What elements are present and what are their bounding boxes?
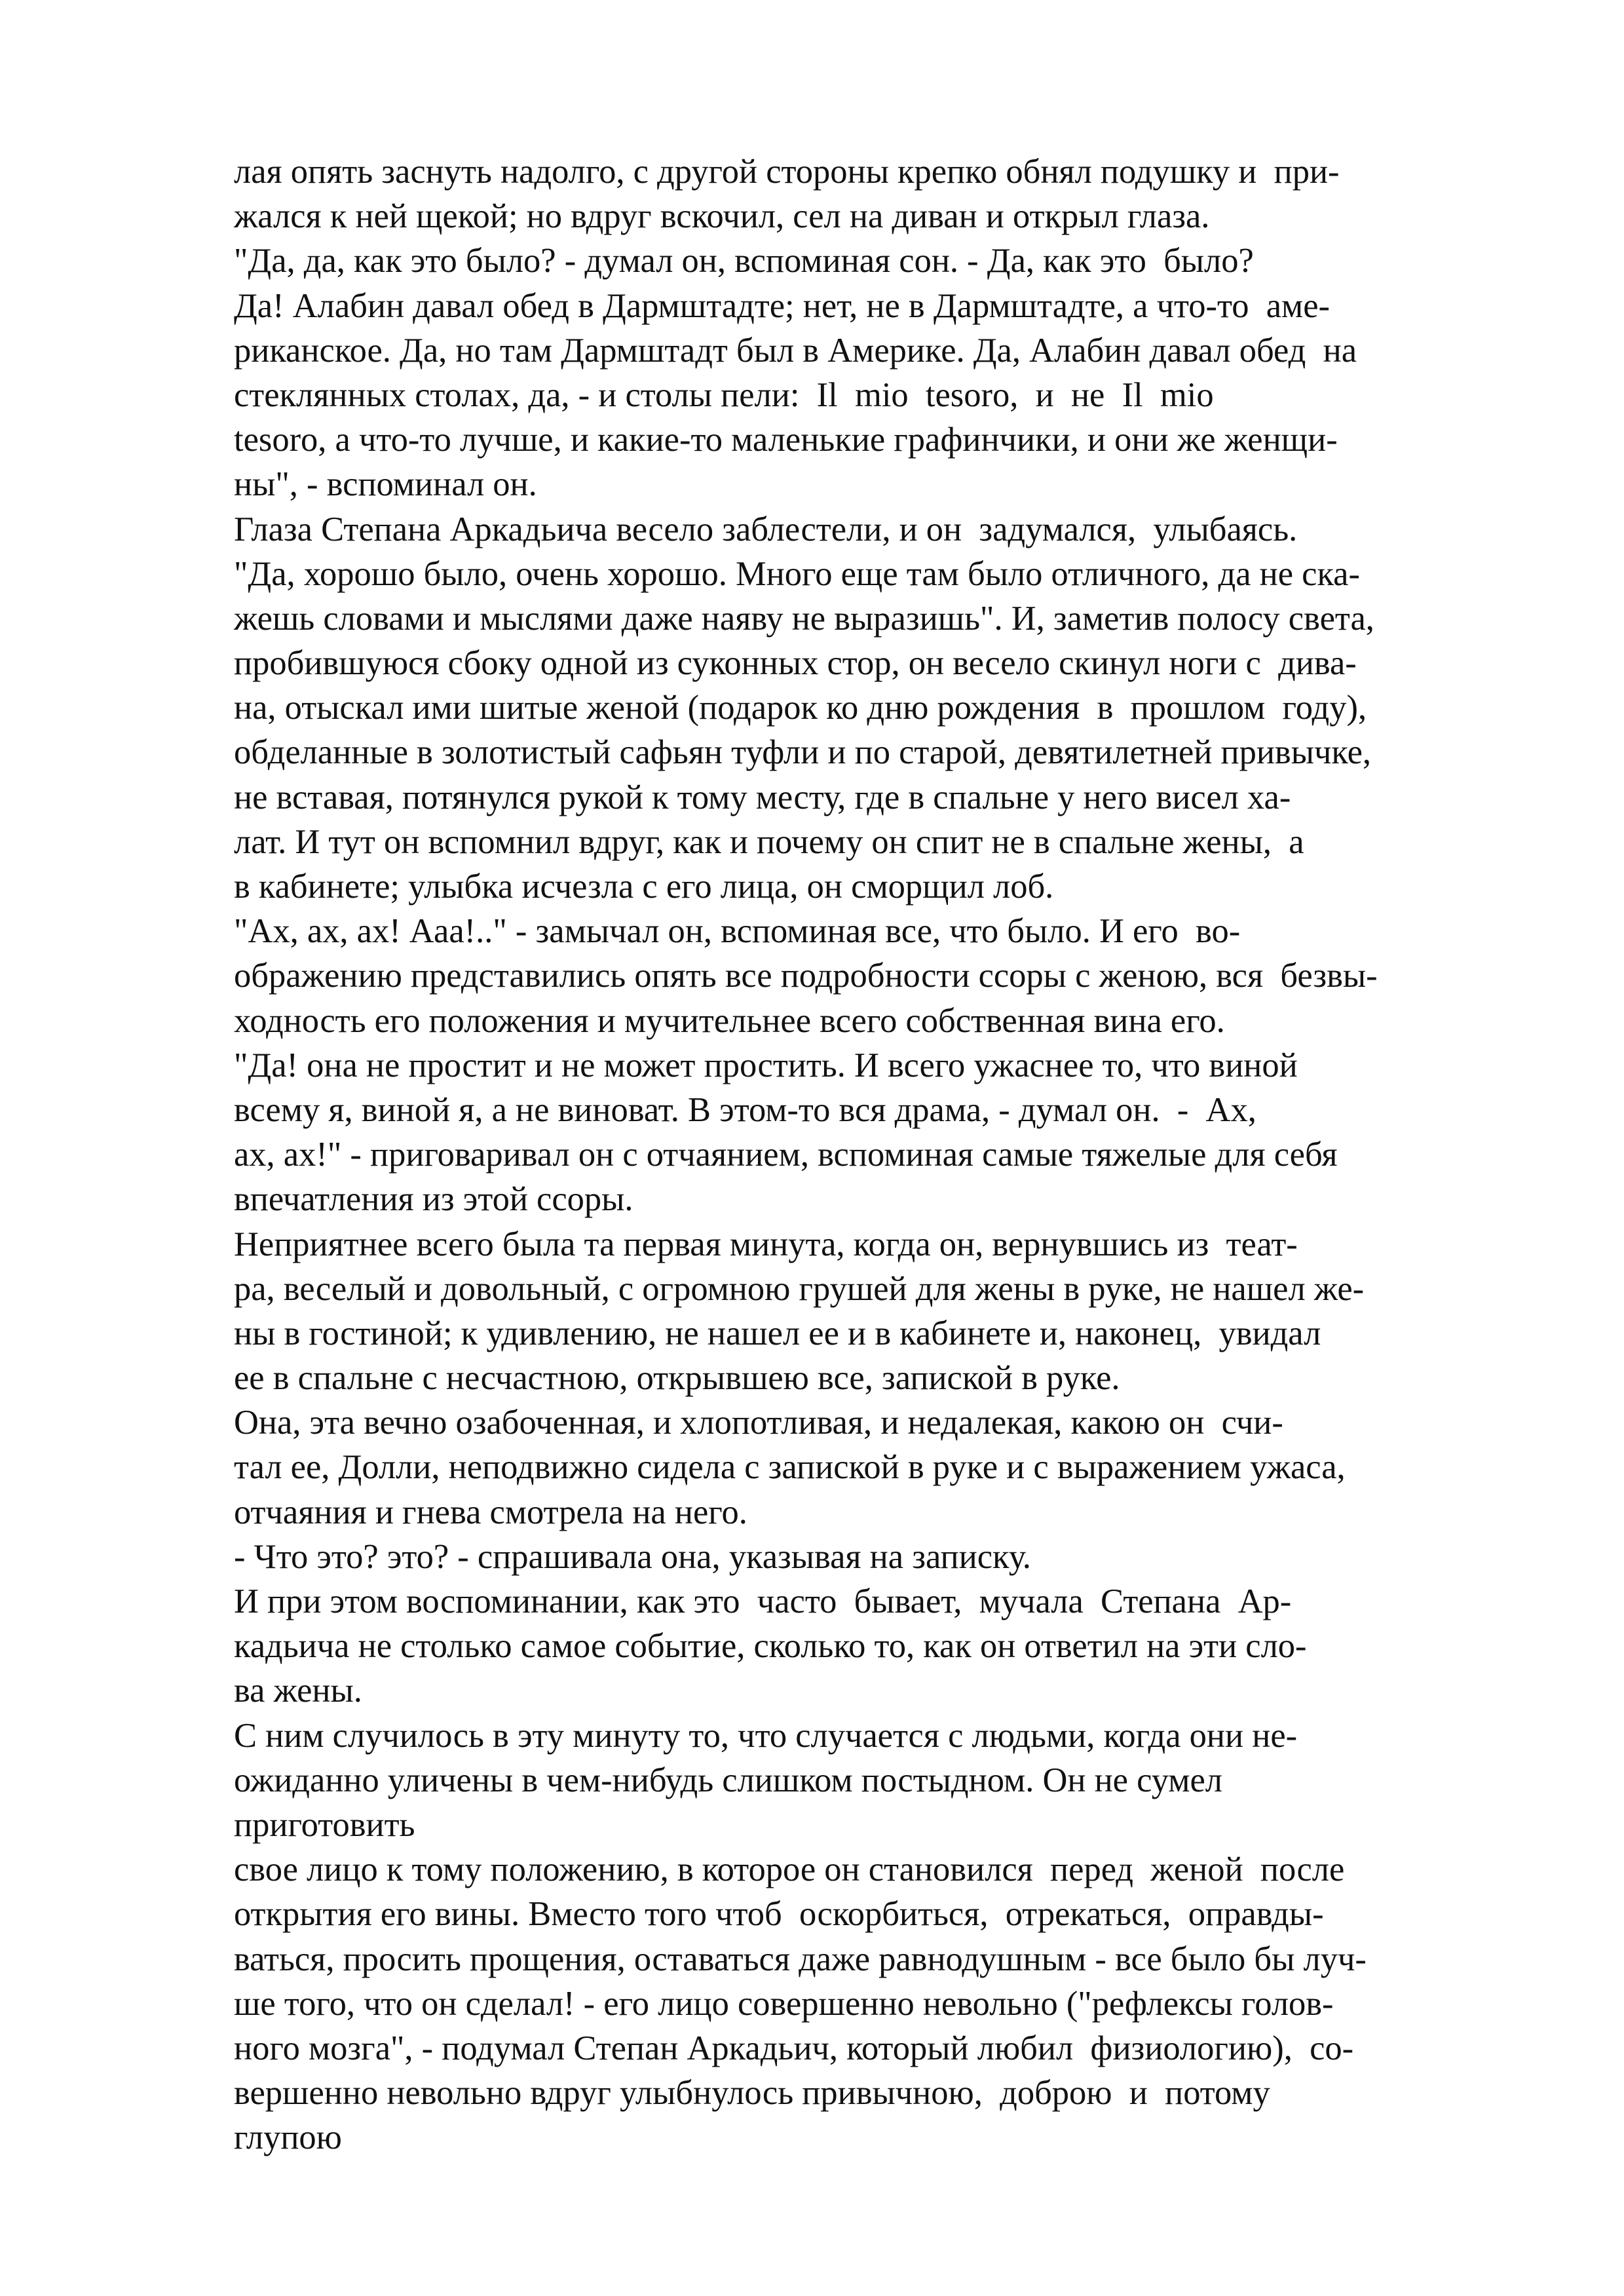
text-line: ного мозга", - подумал Степан Аркадьич, который любил физиологию), со- [234, 2029, 1354, 2067]
text-line: лая опять заснуть надолго, с другой стороны крепко обнял подушку и при- [234, 153, 1340, 191]
text-line: жался к ней щекой; но вдруг вскочил, сел на диван и открыл глаза. [234, 197, 1210, 236]
body-text [234, 149, 1518, 2160]
text-line: ображению представились опять все подробности ссоры с женою, вся безвы- [234, 957, 1378, 995]
text-line: не вставая, потянулся рукой к тому месту, где в спальне у него висел ха- [234, 778, 1291, 816]
text-line: "Да, хорошо было, очень хорошо. Много еще там было отличного, да не ска- [234, 554, 1360, 593]
text-line: на, отыскал ими шитые женой (подарок ко дню рождения в прошлом году), [234, 689, 1367, 727]
text-line: ва жены. [234, 1672, 362, 1710]
text-line: лат. И тут он вспомнил вдруг, как и почему он спит не в спальне жены, а [234, 822, 1304, 861]
text-line: И при этом воспоминании, как это часто бывает, мучала Степана Ар- [234, 1582, 1292, 1620]
text-line: ра, веселый и довольный, с огромною грушей для жены в руке, не нашел же- [234, 1269, 1365, 1308]
text-line: риканское. Да, но там Дармштадт был в Америке. Да, Алабин давал обед на [234, 331, 1357, 370]
text-line: ходность его положения и мучительнее всего собственная вина его. [234, 1001, 1225, 1040]
text-line: обделанные в золотистый сафьян туфли и по старой, девятилетней привычке, [234, 733, 1372, 772]
text-line: отчаяния и гнева смотрела на него. [234, 1493, 747, 1531]
text-line: глупою [234, 2118, 342, 2157]
text-line: впечатления из этой ссоры. [234, 1180, 633, 1219]
text-line: Да! Алабин давал обед в Дармштадте; нет, не в Дармштадте, а что-то аме- [234, 286, 1331, 325]
text-line: ожиданно уличены в чем-нибудь слишком постыдном. Он не сумел [234, 1761, 1222, 1799]
text-line: ны", - вспоминал он. [234, 465, 537, 504]
text-line: ваться, просить прощения, оставаться даже равнодушным - все было бы луч- [234, 1940, 1367, 1978]
text-line: Она, эта вечно озабоченная, и хлопотливая, и недалекая, какою он счи- [234, 1404, 1283, 1442]
text-line: свое лицо к тому положению, в которое он становился перед женой после [234, 1850, 1345, 1889]
text-line: стеклянных столах, да, - и столы пели: Il mio tesoro, и не Il mio [234, 375, 1214, 414]
text-line: "Ах, ах, ах! Ааа!.." - замычал он, вспоминая все, что было. И его во- [234, 912, 1241, 951]
text-line: открытия его вины. Вместо того чтоб оскорбиться, отрекаться, оправды- [234, 1895, 1324, 1934]
text-line: кадьича не столько самое событие, сколько то, как он ответил на эти сло- [234, 1627, 1307, 1666]
text-line: tesoro, а что-то лучше, и какие-то маленькие графинчики, и они же женщи- [234, 421, 1338, 459]
text-line: в кабинете; улыбка исчезла с его лица, он сморщил лоб. [234, 868, 1054, 906]
text-line: приготовить [234, 1805, 415, 1844]
text-line: вершенно невольно вдруг улыбнулось привычною, доброю и потому [234, 2074, 1270, 2113]
text-line: С ним случилось в эту минуту то, что случается с людьми, когда они не- [234, 1716, 1298, 1755]
text-line: "Да, да, как это было? - думал он, вспоминая сон. - Да, как это было? [234, 242, 1254, 280]
text-line: Глаза Степана Аркадьича весело заблестели, и он задумался, улыбаясь. [234, 510, 1298, 548]
text-line: "Да! она не простит и не может простить. И всего ужаснее то, что виной [234, 1046, 1298, 1084]
text-line: ше того, что он сделал! - его лицо совершенно невольно ("рефлексы голов- [234, 1984, 1334, 2023]
text-line: Неприятнее всего была та первая минута, когда он, вернувшись из теат- [234, 1225, 1298, 1263]
text-line: - Что это? это? - спрашивала она, указывая на записку. [234, 1537, 1031, 1576]
text-line: всему я, виной я, а не виноват. В этом-то вся драма, - думал он. - Ах, [234, 1090, 1256, 1129]
text-line: ны в гостиной; к удивлению, не нашел ее и в кабинете и, наконец, увидал [234, 1314, 1321, 1352]
text-line: тал ее, Долли, неподвижно сидела с запиской в руке и с выражением ужаса, [234, 1448, 1346, 1487]
text-line: ее в спальне с несчастною, открывшею все, запиской в руке. [234, 1359, 1120, 1398]
text-line: пробившуюся сбоку одной из суконных стор, он весело скинул ноги с дива- [234, 644, 1357, 683]
text-line: ах, ах!" - приговаривал он с отчаянием, вспоминая самые тяжелые для себя [234, 1136, 1338, 1174]
text-line: жешь словами и мыслями даже наяву не выразишь". И, заметив полосу света, [234, 599, 1374, 638]
